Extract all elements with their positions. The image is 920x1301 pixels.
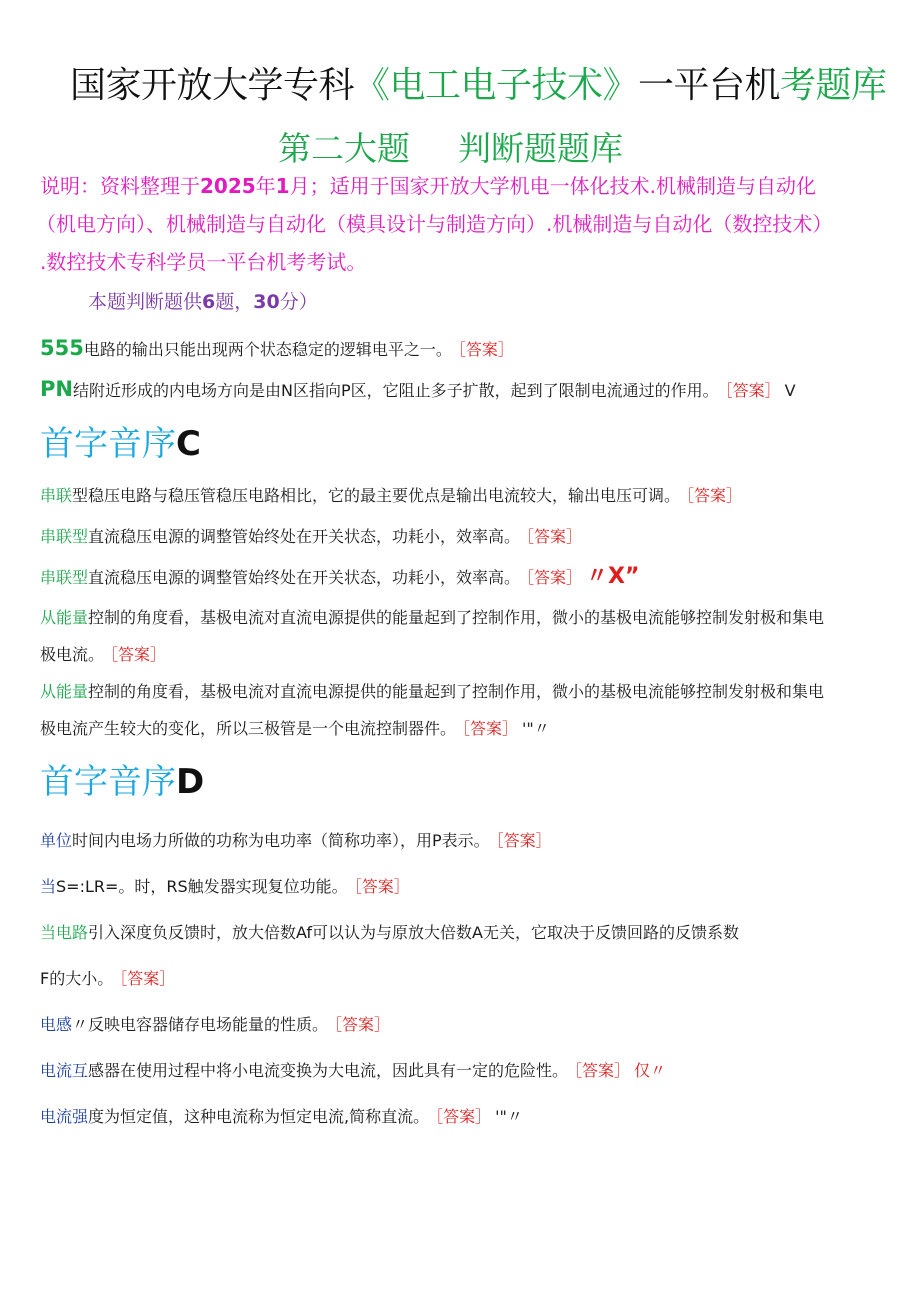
answer-tag: ［答案］ (462, 719, 519, 738)
note-text: 月；适用于国家开放大学机电一体化技术.机械制造与自动化 (289, 174, 816, 198)
answer-tag: ［答案］ (526, 568, 583, 587)
question-text: 极电流产生较大的变化，所以三极管是一个电流控制器件。 (40, 719, 457, 738)
question-key: 从能量 (40, 682, 89, 701)
note-month: 1 (275, 174, 290, 198)
answer-mark: 仅〃 (634, 1061, 667, 1080)
answer-mark: '"〃 (522, 719, 550, 738)
question-text: 控制的角度看，基极电流对直流电源提供的能量起到了控制作用，微小的基极电流能够控制发射极和集电 (88, 608, 825, 627)
answer-tag: ［答案］ (686, 486, 743, 505)
question-text: 〃反映电容器储存电场能量的性质。 (72, 1015, 329, 1034)
question-text: 直流稳压电源的调整管始终处在开关状态，功耗小，效率高。 (88, 568, 521, 587)
answer-tag: ［答案］ (119, 969, 176, 988)
title-part-b: 《电工电子技术》 (354, 65, 639, 106)
answer-tag: ［答案］ (574, 1061, 631, 1080)
answer-mark: '"〃 (495, 1107, 523, 1126)
section-label: 首字音序 (40, 424, 176, 464)
answer-tag: ［答案］ (457, 340, 514, 359)
question-text: 引入深度负反馈时，放大倍数Af可以认为与原放大倍数A无关，它取决于反馈回路的反馈系数 (88, 923, 739, 942)
question-item (40, 525, 582, 549)
title-part-d: 考题库 (780, 65, 887, 106)
note-year: 2025 (200, 174, 256, 198)
question-text: 时间内电场力所做的功称为电功率（简称功率），用P表示。 (72, 831, 490, 850)
answer-tag: ［答案］ (724, 381, 781, 400)
question-item (40, 606, 824, 630)
section-heading-c (40, 422, 201, 466)
intro-score: 30 (253, 291, 280, 313)
question-key: 串联型 (40, 568, 89, 587)
answer-mark: 〃X” (586, 564, 640, 589)
question-key: 555 (40, 336, 84, 360)
section-letter: D (176, 762, 205, 802)
answer-tag: ［答案］ (334, 1015, 391, 1034)
question-text: 感器在使用过程中将小电流变换为大电流，因此具有一定的危险性。 (88, 1061, 569, 1080)
question-text: 直流稳压电源的调整管始终处在开关状态，功耗小，效率高。 (88, 527, 521, 546)
question-item (40, 377, 796, 403)
note-line-2: （机电方向）、机械制造与自动化（模具设计与制造方向）.机械制造与自动化（数控技术） (36, 212, 833, 236)
question-item (40, 336, 514, 362)
question-item (40, 1059, 666, 1083)
question-item-continuation (40, 643, 166, 667)
section-intro (88, 288, 318, 316)
question-key: PN (40, 377, 73, 401)
intro-count: 6 (202, 291, 216, 313)
section-heading-d (40, 760, 204, 804)
note-line-3: .数控技术专科学员一平台机考考试。 (40, 250, 367, 274)
answer-tag: ［答案］ (495, 831, 552, 850)
question-key: 电流互 (40, 1061, 89, 1080)
question-text: 极电流。 (40, 645, 105, 664)
answer-tag: ［答案］ (435, 1107, 492, 1126)
question-key: 电流强 (40, 1107, 89, 1126)
intro-text: 分） (279, 291, 318, 313)
question-item (40, 921, 739, 945)
note-line-1 (40, 172, 816, 200)
note-text: 年 (255, 174, 276, 198)
question-key: 电感 (40, 1015, 73, 1034)
answer-tag: ［答案］ (353, 877, 410, 896)
question-key: 从能量 (40, 608, 89, 627)
question-key: 当电路 (40, 923, 89, 942)
intro-text: 本题判断题供 (88, 291, 203, 313)
question-text: 电路的输出只能出现两个状态稳定的逻辑电平之一。 (83, 340, 452, 359)
question-text: 型稳压电路与稳压管稳压电路相比，它的最主要优点是输出电流较大，输出电压可调。 (72, 486, 681, 505)
document-subtitle (278, 126, 623, 172)
question-item (40, 484, 742, 508)
intro-text: 题， (215, 291, 254, 313)
question-key: 单位 (40, 831, 73, 850)
question-item (40, 829, 552, 853)
question-text: 度为恒定值，这种电流称为恒定电流,简称直流。 (88, 1107, 430, 1126)
question-key: 串联 (40, 486, 73, 505)
title-part-c: 一平台机 (638, 65, 781, 106)
question-item (40, 875, 410, 899)
question-item (40, 565, 639, 590)
question-key: 当 (40, 877, 57, 896)
question-text: F的大小。 (40, 969, 114, 988)
answer-tag: ［答案］ (526, 527, 583, 546)
question-item-continuation (40, 717, 550, 741)
question-item (40, 1013, 390, 1037)
answer-tag: ［答案］ (110, 645, 167, 664)
title-part-a: 国家开放大学专科 (70, 65, 355, 106)
question-item (40, 1105, 523, 1129)
question-key: 串联型 (40, 527, 89, 546)
subtitle-part-b: 判断题题库 (458, 129, 623, 168)
question-text: 控制的角度看，基极电流对直流电源提供的能量起到了控制作用，微小的基极电流能够控制发射极和集电 (88, 682, 825, 701)
question-item-continuation (40, 967, 175, 991)
section-letter: C (176, 424, 201, 464)
section-label: 首字音序 (40, 762, 176, 802)
note-text: 说明：资料整理于 (40, 174, 200, 198)
document-title (70, 62, 887, 110)
answer-mark: V (784, 381, 796, 400)
subtitle-part-a: 第二大题 (278, 129, 410, 168)
question-text: 结附近形成的内电场方向是由N区指向P区，它阻止多子扩散，起到了限制电流通过的作用。 (72, 381, 719, 400)
question-text: S=:LR=。时，RS触发器实现复位功能。 (56, 877, 348, 896)
question-item (40, 680, 824, 704)
